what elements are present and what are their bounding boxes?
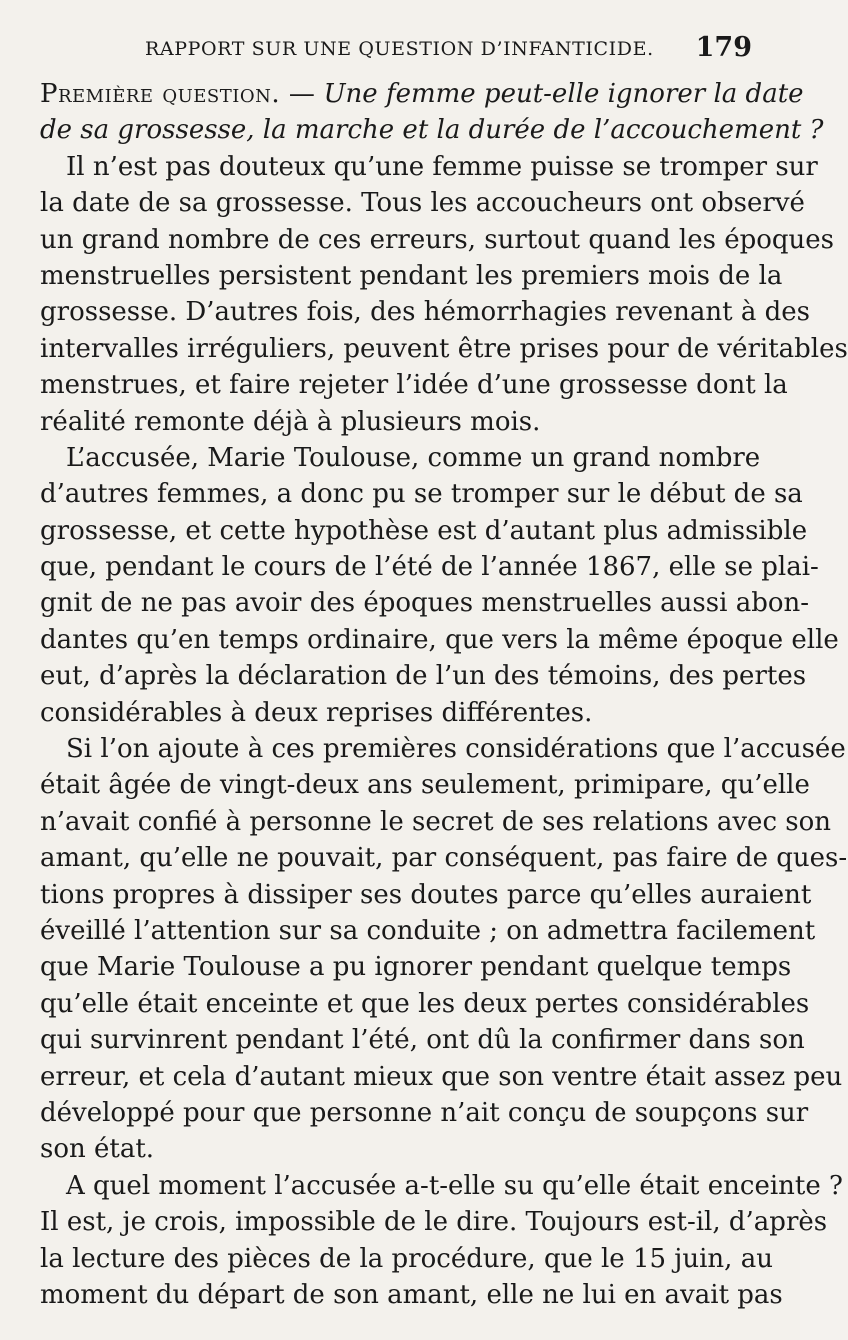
text-line: moment du départ de son amant, elle ne lui en avait pas: [40, 1279, 783, 1310]
paragraph-1: [40, 149, 848, 440]
text-line: considérables à deux reprises différentes.: [40, 697, 593, 728]
text-line: grossesse, et cette hypothèse est d’autant plus admissible: [40, 515, 808, 546]
text-line: son état.: [40, 1134, 155, 1165]
text-line: Il n’est pas douteux qu’une femme puisse se tromper sur: [66, 151, 818, 182]
text-line: Il est, je crois, impossible de le dire. Toujours est-il, d’après: [40, 1207, 828, 1238]
text-line: qu’elle était enceinte et que les deux pertes considérables: [40, 988, 810, 1019]
text-line: L’accusée, Marie Toulouse, comme un grand nombre: [66, 442, 761, 473]
text-line: n’avait confié à personne le secret de ses relations avec son: [40, 806, 832, 837]
text-line: intervalles irréguliers, peuvent être prises pour de véritables: [40, 333, 848, 364]
text-line: la date de sa grossesse. Tous les accoucheurs ont observé: [40, 188, 805, 219]
paragraph-3: [40, 731, 848, 1168]
question-line-2: de sa grossesse, la marche et la durée de l’accouchement ?: [40, 115, 824, 146]
question-label: Première question. —: [40, 79, 316, 109]
page-number: 179: [695, 32, 752, 63]
text-line: amant, qu’elle ne pouvait, par conséquent, pas faire de ques-: [40, 843, 848, 874]
paragraph-4: [40, 1168, 843, 1314]
text-line: était âgée de vingt-deux ans seulement, primipare, qu’elle: [40, 770, 810, 801]
text-line: A quel moment l’accusée a-t-elle su qu’elle était enceinte ?: [66, 1170, 843, 1201]
text-line: réalité remonte déjà à plusieurs mois.: [40, 406, 541, 437]
text-line: tions propres à dissiper ses doutes parce qu’elles auraient: [40, 879, 812, 910]
text-line: éveillé l’attention sur sa conduite ; on admettra facilement: [40, 915, 816, 946]
question-text-1: Une femme peut-elle ignorer la date: [323, 79, 804, 109]
text-line: eut, d’après la déclaration de l’un des témoins, des pertes: [40, 661, 807, 692]
text-line: que, pendant le cours de l’été de l’année 1867, elle se plai-: [40, 552, 819, 583]
text-line: la lecture des pièces de la procédure, que le 15 juin, au: [40, 1243, 773, 1274]
text-line: que Marie Toulouse a pu ignorer pendant quelque temps: [40, 952, 792, 983]
text-line: qui survinrent pendant l’été, ont dû la confirmer dans son: [40, 1025, 805, 1056]
text-line: développé pour que personne n’ait conçu de soupçons sur: [40, 1097, 809, 1128]
running-title: RAPPORT SUR UNE QUESTION D’INFANTICIDE.: [145, 38, 654, 60]
text-line: grossesse. D’autres fois, des hémorrhagies revenant à des: [40, 297, 810, 328]
page-header: [40, 32, 760, 66]
text-line: gnit de ne pas avoir des époques menstruelles aussi abon-: [40, 588, 810, 619]
body-text: [40, 76, 848, 1313]
paragraph-2: [40, 440, 839, 731]
text-line: un grand nombre de ces erreurs, surtout quand les époques: [40, 224, 835, 255]
text-line: Si l’on ajoute à ces premières considérations que l’accusée: [66, 734, 846, 765]
text-line: menstruelles persistent pendant les premiers mois de la: [40, 260, 783, 291]
text-line: dantes qu’en temps ordinaire, que vers la même époque elle: [40, 624, 839, 655]
text-line: d’autres femmes, a donc pu se tromper sur le début de sa: [40, 479, 803, 510]
text-line: erreur, et cela d’autant mieux que son ventre était assez peu: [40, 1061, 843, 1092]
text-line: menstrues, et faire rejeter l’idée d’une grossesse dont la: [40, 370, 788, 401]
question-line-1: [40, 76, 804, 112]
